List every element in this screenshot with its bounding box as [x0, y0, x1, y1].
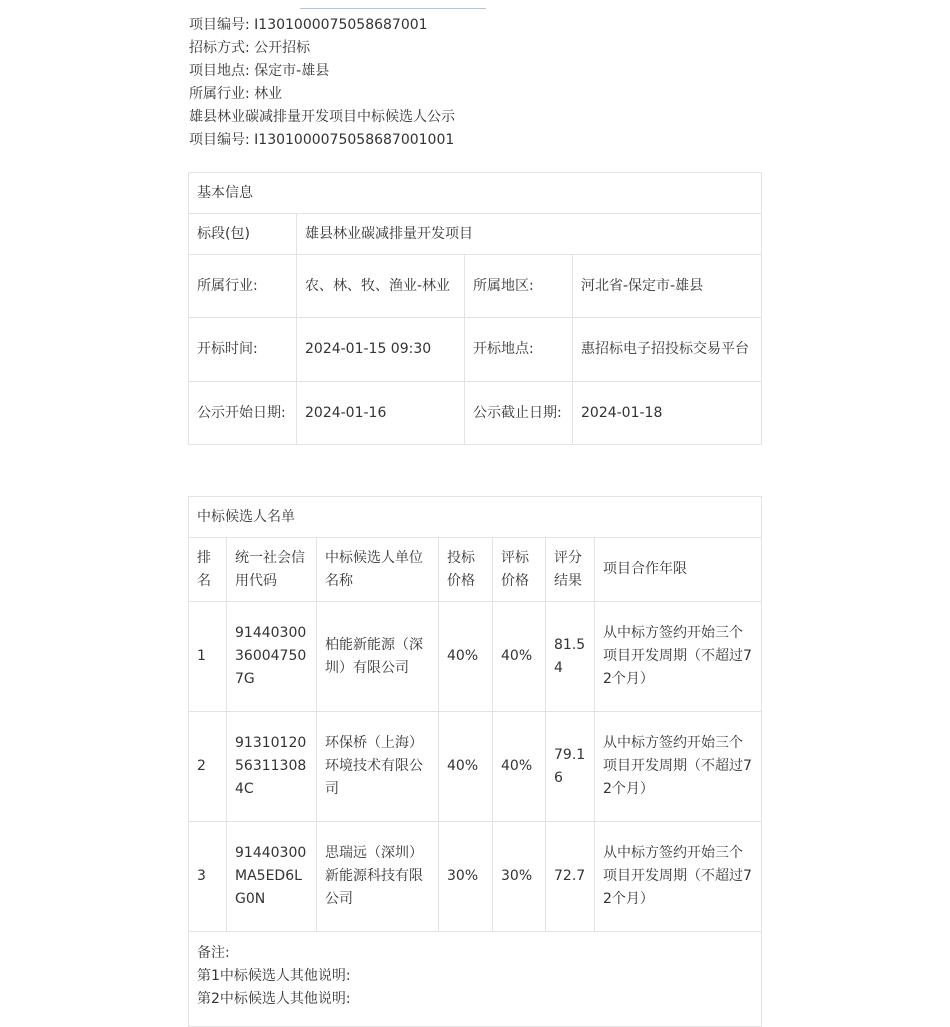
term-cell: 从中标方签约开始三个项目开发周期（不超过72个月）	[595, 712, 762, 822]
credit-code-cell: 91310120563113084C	[227, 712, 317, 822]
section-code: I1301000075058687001001	[254, 132, 455, 148]
term-cell: 从中标方签约开始三个项目开发周期（不超过72个月）	[595, 602, 762, 712]
announcement-title: 雄县林业碳减排量开发项目中标候选人公示	[189, 109, 455, 125]
bid-price-cell: 40%	[439, 602, 493, 712]
open-time-label: 开标时间:	[189, 318, 297, 382]
note-second-candidate: 第2中标候选人其他说明:	[197, 991, 351, 1007]
credit-code-cell: 91440300MA5ED6LG0N	[227, 822, 317, 932]
score-cell: 72.7	[546, 822, 595, 932]
section-value: 雄县林业碳减排量开发项目	[297, 214, 762, 255]
name-cell: 思瑞远（深圳）新能源科技有限公司	[317, 822, 439, 932]
header-eval-price: 评标价格	[493, 538, 546, 602]
header-term: 项目合作年限	[595, 538, 762, 602]
header-name: 中标候选人单位名称	[317, 538, 439, 602]
header-rank: 排名	[189, 538, 227, 602]
score-cell: 81.54	[546, 602, 595, 712]
publicity-start-label: 公示开始日期:	[189, 382, 297, 445]
notes-cell	[189, 932, 762, 1027]
project-code-row: 项目编号: I1301000075058687001	[189, 17, 428, 33]
table-row	[189, 822, 762, 932]
note-first-candidate: 第1中标候选人其他说明:	[197, 968, 351, 984]
header-score: 评分结果	[546, 538, 595, 602]
name-cell: 环保桥（上海）环境技术有限公司	[317, 712, 439, 822]
top-divider	[300, 8, 486, 9]
region-value: 河北省-保定市-雄县	[573, 255, 762, 318]
section-code-row: 项目编号: I1301000075058687001001	[189, 132, 455, 148]
region-label: 所属地区:	[465, 255, 573, 318]
project-location-row: 项目地点: 保定市-雄县	[189, 63, 330, 79]
credit-code-cell: 914403003600475​07G	[227, 602, 317, 712]
basic-info-table	[188, 172, 762, 445]
eval-price-cell: 40%	[493, 712, 546, 822]
project-code: I1301000075058687001	[254, 17, 428, 33]
eval-price-cell: 30%	[493, 822, 546, 932]
publicity-start-value: 2024-01-16	[297, 382, 465, 445]
candidates-header-row	[189, 538, 762, 602]
rank-cell: 2	[189, 712, 227, 822]
score-cell: 79.16	[546, 712, 595, 822]
section-label: 标段(包)	[189, 214, 297, 255]
project-industry: 林业	[254, 86, 283, 102]
rank-cell: 1	[189, 602, 227, 712]
bid-price-cell: 30%	[439, 822, 493, 932]
header-bid-price: 投标价格	[439, 538, 493, 602]
basic-info-title: 基本信息	[189, 173, 762, 214]
open-place-value: 惠招标电子招投标交易平台	[573, 318, 762, 382]
notes-label: 备注:	[197, 945, 230, 961]
industry-value: 农、林、牧、渔业-林业	[297, 255, 465, 318]
table-row	[189, 602, 762, 712]
term-cell: 从中标方签约开始三个项目开发周期（不超过72个月）	[595, 822, 762, 932]
publicity-end-label: 公示截止日期:	[465, 382, 573, 445]
candidates-title: 中标候选人名单	[189, 497, 762, 538]
rank-cell: 3	[189, 822, 227, 932]
tender-method: 公开招标	[254, 40, 311, 56]
publicity-end-value: 2024-01-18	[573, 382, 762, 445]
open-time-value: 2024-01-15 09:30	[297, 318, 465, 382]
tender-method-row: 招标方式: 公开招标	[189, 40, 311, 56]
bid-price-cell: 40%	[439, 712, 493, 822]
eval-price-cell: 40%	[493, 602, 546, 712]
name-cell: 柏能新能源（深圳）有限公司	[317, 602, 439, 712]
open-place-label: 开标地点:	[465, 318, 573, 382]
project-meta	[189, 14, 455, 152]
table-row	[189, 712, 762, 822]
industry-label: 所属行业:	[189, 255, 297, 318]
project-industry-row: 所属行业: 林业	[189, 86, 283, 102]
header-credit-code: 统一社会信用代码	[227, 538, 317, 602]
project-location: 保定市-雄县	[254, 63, 330, 79]
candidates-table	[188, 496, 762, 1027]
